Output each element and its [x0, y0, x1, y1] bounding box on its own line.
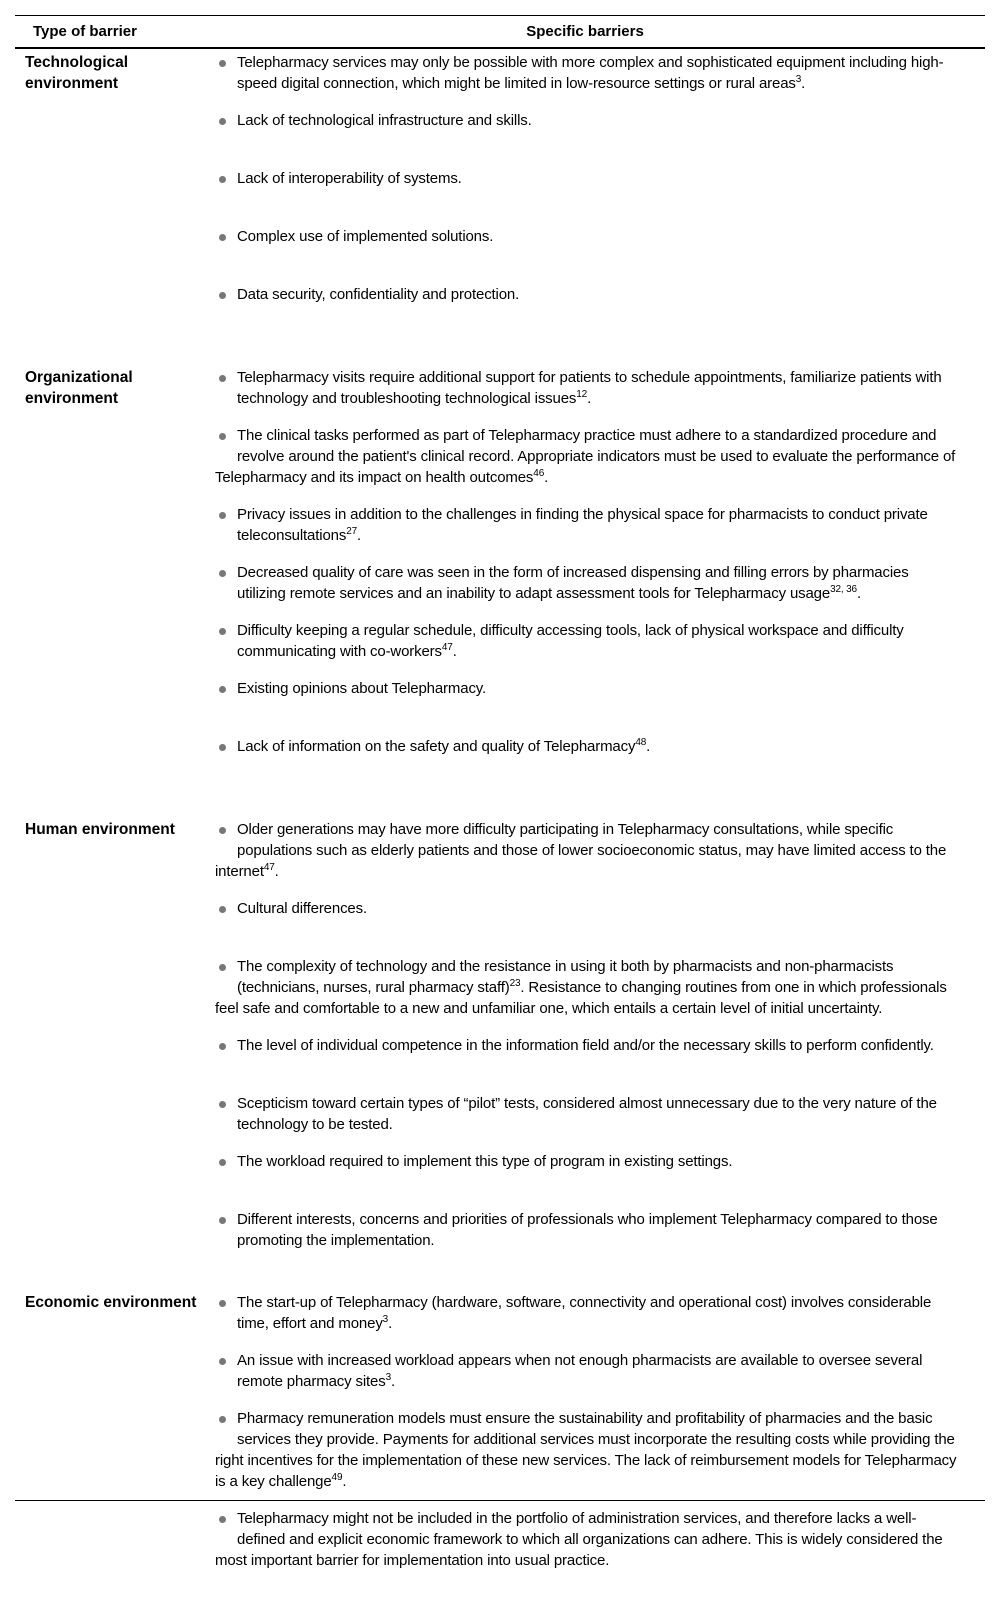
item-text: The clinical tasks performed as part of Telepharmacy practice must adhere to a standardized procedure and revolve around the patient's clinical record. Appropriate indicators must be used to evaluate the performance of Telepharmacy and its impact on health outcomes [215, 427, 956, 486]
bullet-icon [215, 1209, 237, 1251]
citation: 3 [382, 1314, 389, 1325]
barrier-type: Technological environment [25, 54, 129, 92]
item-text: Lack of information on the safety and quality of Telepharmacy [237, 738, 636, 755]
item-text-after: . Resistance to changing routines from one in which professionals feel safe and comfortable to a new and unfamiliar one, which entails a certain level of initial uncertainty. [215, 979, 947, 1017]
table-row [15, 49, 985, 364]
item-text: An issue with increased workload appears when not enough pharmacists are available to oversee several remote pharmacy sites [237, 1352, 923, 1390]
citation: 32, 36 [830, 584, 857, 595]
citation: 46 [533, 468, 545, 479]
barriers-table [15, 15, 985, 1609]
barrier-list [215, 1292, 985, 1571]
item-text: Data security, confidentiality and protection. [237, 286, 520, 303]
item-text-after: . [587, 390, 592, 407]
item-text: The workload required to implement this type of program in existing settings. [237, 1153, 733, 1170]
item-text: Scepticism toward certain types of “pilot” tests, considered almost unnecessary due to the very nature of the technology to be tested. [237, 1095, 937, 1133]
bullet-icon [215, 819, 237, 861]
list-item [215, 1292, 960, 1334]
bullet-icon [215, 425, 237, 467]
list-item [215, 226, 960, 268]
list-item [215, 736, 960, 778]
bullet-icon [215, 1408, 237, 1450]
bullet-icon [215, 1292, 237, 1334]
item-text-after: . [544, 469, 549, 486]
citation: 3 [385, 1372, 391, 1383]
item-text: Telepharmacy services may only be possible with more complex and sophisticated equipment including high-speed digital connection, which might be limited in low-resource settings or rural areas [237, 54, 944, 92]
bullet-icon [215, 504, 237, 546]
item-text: Difficulty keeping a regular schedule, difficulty accessing tools, lack of physical workspace and difficulty communicating with co-workers [237, 622, 904, 660]
list-item [215, 678, 960, 720]
list-item [215, 504, 960, 546]
item-text: The level of individual competence in the information field and/or the necessary skills to perform confidently. [237, 1037, 934, 1054]
citation: 49 [331, 1472, 343, 1483]
bullet-icon [215, 736, 237, 778]
list-item [215, 1035, 960, 1077]
item-text: The complexity of technology and the resistance in using it both by pharmacists and non-pharmacists (technicians, nurses, rural pharmacy staff) [237, 958, 894, 996]
table-row [15, 816, 985, 1289]
list-item [215, 819, 960, 882]
barrier-type: Human environment [25, 821, 175, 838]
barrier-type: Economic environment [25, 1294, 197, 1311]
header-specific-barriers: Specific barriers [526, 23, 644, 40]
item-text-after: . [801, 75, 806, 92]
bullet-icon [215, 110, 237, 152]
bullet-icon [215, 956, 237, 998]
citation: 48 [635, 737, 647, 748]
list-item [215, 168, 960, 210]
citation: 47 [441, 642, 453, 653]
barrier-list [215, 819, 985, 1251]
item-text: Privacy issues in addition to the challenges in finding the physical space for pharmacists to conduct private teleconsultations [237, 506, 928, 544]
table-header [15, 16, 985, 49]
bullet-icon [215, 226, 237, 268]
bullet-icon [215, 1151, 237, 1193]
list-item [215, 620, 960, 662]
bullet-icon [215, 562, 237, 604]
item-text-after: . [391, 1373, 396, 1390]
item-text-after: . [646, 738, 651, 755]
bullet-icon [215, 898, 237, 940]
list-item [215, 1350, 960, 1392]
citation: 3 [795, 74, 802, 85]
bullet-icon [215, 284, 237, 326]
item-text: The start-up of Telepharmacy (hardware, software, connectivity and operational cost) involves considerable time, effort and money [237, 1294, 932, 1332]
item-text: Lack of interoperability of systems. [237, 170, 462, 187]
item-text-after: . [388, 1315, 393, 1332]
item-text: Telepharmacy might not be included in the portfolio of administration services, and therefore lacks a well-defined and explicit economic framework to which all organizations can adhere. This is widely considered the most important barrier for implementation into usual practice. [215, 1510, 943, 1569]
citation: 12 [576, 389, 588, 400]
item-text: Cultural differences. [237, 900, 367, 917]
list-item [215, 1151, 960, 1193]
list-item [215, 898, 960, 940]
table-row [15, 1289, 985, 1609]
bullet-icon [215, 1093, 237, 1135]
list-item [215, 1408, 960, 1492]
barrier-list [215, 367, 985, 778]
item-text: Older generations may have more difficulty participating in Telepharmacy consultations, while specific populations such as elderly patients and those of lower socioeconomic status, may have limited access to the internet [215, 821, 947, 880]
bullet-icon [215, 1350, 237, 1392]
bullet-icon [215, 52, 237, 94]
item-text-after: . [452, 643, 457, 660]
citation: 47 [263, 862, 275, 873]
list-item [215, 367, 960, 409]
list-item [215, 284, 960, 326]
bullet-icon [215, 168, 237, 210]
item-text-after: . [274, 863, 279, 880]
list-item [215, 52, 960, 94]
table-body [15, 49, 985, 1609]
list-item [215, 1093, 960, 1135]
bullet-icon [215, 678, 237, 720]
item-text: Complex use of implemented solutions. [237, 228, 494, 245]
item-text-after: . [357, 527, 362, 544]
list-item [215, 562, 960, 604]
citation: 23 [509, 978, 521, 989]
barrier-list [215, 52, 985, 326]
header-type-of-barrier: Type of barrier [33, 23, 137, 40]
item-text-after: . [342, 1473, 347, 1490]
list-item [215, 956, 960, 1019]
item-text: Telepharmacy visits require additional support for patients to schedule appointments, familiarize patients with technology and troubleshooting technological issues [237, 369, 942, 407]
item-text: Decreased quality of care was seen in the form of increased dispensing and filling errors by pharmacies utilizing remote services and an inability to adapt assessment tools for Telepharmacy usage [237, 564, 909, 602]
list-item [215, 1209, 960, 1251]
bullet-icon [215, 367, 237, 409]
citation: 27 [346, 526, 358, 537]
bullet-icon [215, 620, 237, 662]
barrier-type: Organizational environment [25, 369, 133, 407]
list-item [215, 425, 960, 488]
item-text: Existing opinions about Telepharmacy. [237, 680, 487, 697]
bullet-icon [215, 1035, 237, 1077]
list-item [215, 110, 960, 152]
item-text: Pharmacy remuneration models must ensure the sustainability and profitability of pharmacies and the basic services they provide. Payments for additional services must incorporate the resulting costs while providing the right incentives for the implementation of these new services. The lack of reimbursement models for Telepharmacy is a key challenge [215, 1410, 957, 1490]
item-text-after: . [856, 585, 861, 602]
table-bottom-rule [15, 1500, 985, 1501]
table-row [15, 364, 985, 816]
bullet-icon [215, 1508, 237, 1550]
item-text: Lack of technological infrastructure and skills. [237, 112, 532, 129]
item-text: Different interests, concerns and priorities of professionals who implement Telepharmacy compared to those promoting the implementation. [237, 1211, 938, 1249]
list-item [215, 1508, 960, 1571]
